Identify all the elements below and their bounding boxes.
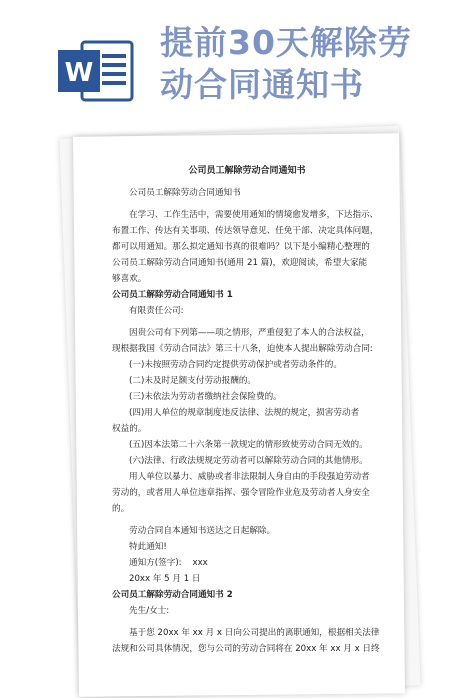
text-line: 公司员工解除劳动合同通知书(通用 21 篇)，欢迎阅读，希望大家能 <box>112 258 368 268</box>
notifier-label: 通知方(签字): <box>129 558 182 568</box>
banner <box>0 0 474 125</box>
intro-label: 公司员工解除劳动合同通知书 <box>129 188 241 198</box>
salutation-2: 先生/女士: <box>129 606 170 616</box>
section-2-body <box>112 625 382 657</box>
notifier-line <box>112 555 382 571</box>
text-line: (四)用人单位的规章制度违反法律、法规的规定，损害劳动者 <box>129 408 360 418</box>
banner-title-line-2: 动合同通知书 <box>160 65 364 104</box>
text-line: 布置工作、传达有关事项、传达领导意见、任免干部、决定具体问题， <box>112 226 379 236</box>
text-line: 在学习、工作生活中，需要使用通知的情境愈发增多，下达指示、 <box>129 210 379 220</box>
addressee-1: 有限责任公司: <box>129 306 184 316</box>
text-line: (二)未及时足额支付劳动报酬的。 <box>129 376 257 386</box>
section-1-body <box>112 325 382 517</box>
section-1-closing <box>112 523 382 555</box>
date-1: 20xx 年 5 月 1 日 <box>129 574 201 584</box>
word-icon-letter: W <box>64 58 94 88</box>
text-line: (一)未按照劳动合同约定提供劳动保护或者劳动条件的。 <box>129 360 342 370</box>
word-document-icon <box>58 40 134 102</box>
banner-title-line-1: 提前30天解除劳 <box>160 23 412 62</box>
section-2-heading: 公司员工解除劳动合同通知书 2 <box>112 590 233 600</box>
text-line: 够喜欢。 <box>112 274 147 284</box>
text-line: 因贵公司有下列第——项之情形，严重侵犯了本人的合法权益， <box>129 328 370 338</box>
text-line: 都可以用通知。那么拟定通知书真的很难吗？以下是小编精心整理的 <box>112 242 370 252</box>
section-1-heading: 公司员工解除劳动合同通知书 1 <box>112 290 233 300</box>
text-line: 劳动的，或者用人单位违章指挥、强令冒险作业危及劳动者人身安全 <box>112 488 370 498</box>
text-line: 基于您 20xx 年 xx 月 x 日向公司提出的离职通知，根据相关法律 <box>129 628 380 638</box>
text-line: (五)因本法第二十六条第一款规定的情形致使劳动合同无效的。 <box>129 440 368 450</box>
text-line: 法规和公司具体情况，您与公司的劳动合同将在 20xx 年 xx 月 x 日终 <box>112 644 380 654</box>
text-line: 特此通知! <box>129 542 167 552</box>
banner-title <box>160 22 460 106</box>
text-line: 用人单位以暴力、威胁或者非法限制人身自由的手段强迫劳动者 <box>129 472 370 482</box>
text-line: (六)法律、行政法规规定劳动者可以解除劳动合同的其他情形。 <box>129 456 368 466</box>
text-line: 现根据我国《劳动合同法》第三十八条，迫使本人提出解除劳动合同: <box>112 344 373 354</box>
document-title: 公司员工解除劳动合同通知书 <box>188 166 306 176</box>
notifier-value: xxx <box>192 558 208 568</box>
text-line: 权益的。 <box>112 424 147 434</box>
text-line: 的。 <box>112 504 130 514</box>
document-body <box>112 163 382 657</box>
text-line: 劳动合同自本通知书送达之日起解除。 <box>129 526 276 536</box>
intro-paragraph <box>112 207 382 287</box>
text-line: (三)未依法为劳动者缴纳社会保险费的。 <box>129 392 282 402</box>
